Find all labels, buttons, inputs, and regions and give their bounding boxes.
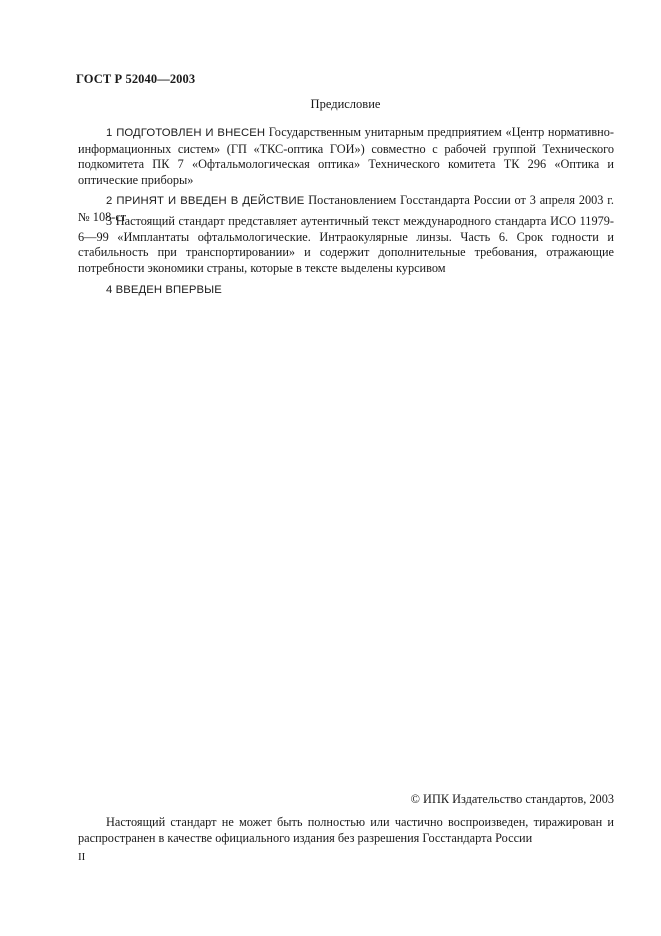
document-code-header: ГОСТ Р 52040—2003 bbox=[76, 72, 196, 86]
paragraph-1-lead: 1 ПОДГОТОВЛЕН И ВНЕСЕН bbox=[106, 127, 266, 139]
paragraph-2-text: Постановлением Госстандарта России от 3 апреля 2003 г. № 108-ст bbox=[78, 193, 614, 224]
paragraph-3-text: 3 Настоящий стандарт представляет аутентичный текст международного стандарта ИСО 11979-6—99 «Имплантаты офтальмологические. Интраокулярные линзы. Часть 6. Срок годности и стабильность при транспортировании» и содержит дополнительные требования, отражающие потребности экономики страны, которые в тексте выделены курсивом bbox=[78, 214, 614, 275]
paragraph-3 bbox=[78, 214, 614, 276]
paragraph-1 bbox=[78, 125, 614, 188]
preface-title: Предисловие bbox=[310, 97, 381, 111]
paragraph-2-lead: 2 ПРИНЯТ И ВВЕДЕН В ДЕЙСТВИЕ bbox=[106, 195, 305, 207]
copyright-line: © ИПК Издательство стандартов, 2003 bbox=[410, 792, 614, 806]
reproduction-notice: Настоящий стандарт не может быть полностью или частично воспроизведен, тиражирован и распространен в качестве официального издания без разрешения Госстандарта России bbox=[78, 815, 614, 845]
paragraph-1-text: Государственным унитарным предприятием «Центр нормативно-информационных систем» (ГП «ТКС-оптика ГОИ») совместно с рабочей группой Технического подкомитета ПК 7 «Офтальмологическая оптика» Технического комитета ТК 296 «Оптика и оптические приборы» bbox=[78, 125, 615, 187]
paragraph-4 bbox=[78, 282, 614, 299]
paragraph-4-text: 4 ВВЕДЕН ВПЕРВЫЕ bbox=[106, 284, 222, 296]
page-number: II bbox=[78, 851, 86, 863]
